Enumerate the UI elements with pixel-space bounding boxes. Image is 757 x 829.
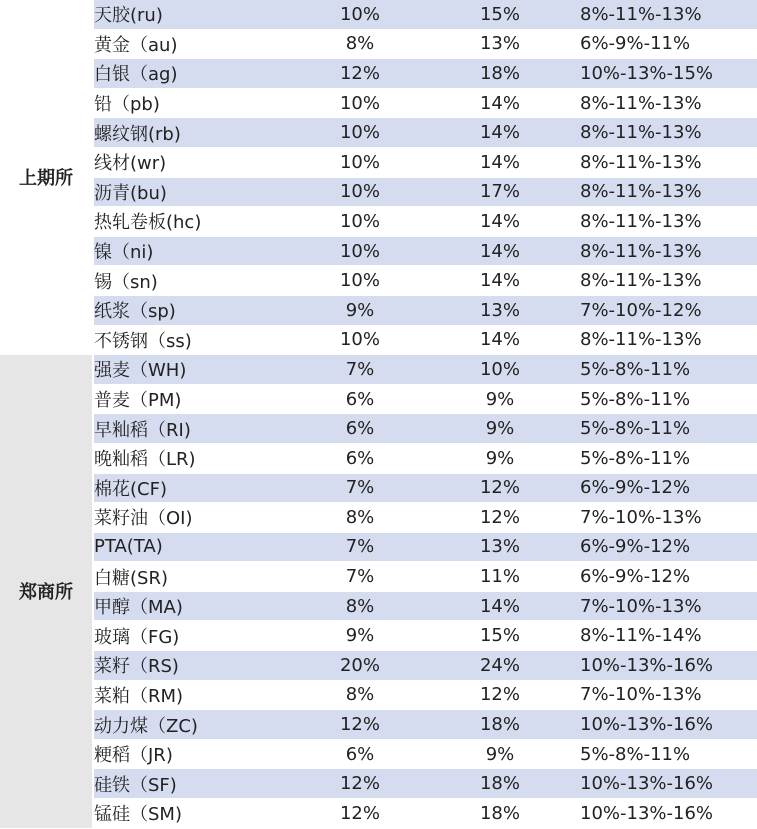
rate-value-b: 14% [420, 88, 580, 118]
tier-range: 5%-8%-11% [580, 414, 757, 444]
product-name: 菜籽油（OI) [93, 503, 300, 533]
rate-value-a: 12% [300, 769, 420, 799]
rate-value-b: 14% [420, 236, 580, 266]
product-name: 动力煤（ZC) [93, 710, 300, 740]
product-name: 螺纹钢(rb) [93, 118, 300, 148]
tier-range: 7%-10%-13% [580, 680, 757, 710]
product-name: 镍（ni) [93, 236, 300, 266]
rate-value-b: 12% [420, 473, 580, 503]
product-name: 白糖(SR) [93, 562, 300, 592]
rate-value-a: 10% [300, 266, 420, 296]
rate-value-b: 24% [420, 651, 580, 681]
rate-value-a: 9% [300, 621, 420, 651]
rate-value-b: 13% [420, 295, 580, 325]
tier-range: 8%-11%-13% [580, 236, 757, 266]
table-row [0, 325, 757, 355]
product-name: 线材(wr) [93, 147, 300, 177]
tier-range: 6%-9%-11% [580, 29, 757, 59]
rate-value-b: 12% [420, 503, 580, 533]
tier-range: 8%-11%-13% [580, 88, 757, 118]
rate-value-b: 18% [420, 799, 580, 829]
rate-value-a: 8% [300, 29, 420, 59]
rate-value-a: 12% [300, 799, 420, 829]
tier-range: 10%-13%-16% [580, 651, 757, 681]
rate-value-b: 9% [420, 739, 580, 769]
rate-value-b: 15% [420, 621, 580, 651]
rate-value-b: 14% [420, 147, 580, 177]
rate-value-a: 8% [300, 680, 420, 710]
rate-value-b: 14% [420, 118, 580, 148]
rate-value-b: 18% [420, 59, 580, 89]
rate-value-a: 6% [300, 414, 420, 444]
tier-range: 6%-9%-12% [580, 562, 757, 592]
product-name: 锡（sn) [93, 266, 300, 296]
tier-range: 8%-11%-13% [580, 177, 757, 207]
table-row [0, 503, 757, 533]
table-row [0, 147, 757, 177]
rate-value-a: 12% [300, 710, 420, 740]
product-name: 菜籽（RS) [93, 651, 300, 681]
rate-value-b: 14% [420, 207, 580, 237]
product-name: 铅（pb) [93, 88, 300, 118]
rate-value-a: 12% [300, 59, 420, 89]
table-row [0, 473, 757, 503]
exchange-label: 郑商所 [0, 355, 93, 829]
product-name: 天胶(ru) [93, 0, 300, 29]
rate-value-a: 6% [300, 739, 420, 769]
table-row [0, 414, 757, 444]
rate-value-b: 15% [420, 0, 580, 29]
rate-value-b: 9% [420, 443, 580, 473]
rate-value-a: 7% [300, 562, 420, 592]
rate-value-a: 6% [300, 384, 420, 414]
table-row [0, 621, 757, 651]
rate-value-a: 10% [300, 0, 420, 29]
product-name: 玻璃（FG) [93, 621, 300, 651]
table-row [0, 532, 757, 562]
rate-value-a: 10% [300, 147, 420, 177]
rate-value-b: 10% [420, 355, 580, 385]
product-name: 白银（ag) [93, 59, 300, 89]
product-name: 甲醇（MA) [93, 591, 300, 621]
rate-value-a: 10% [300, 207, 420, 237]
tier-range: 7%-10%-12% [580, 295, 757, 325]
product-name: 硅铁（SF) [93, 769, 300, 799]
rate-value-b: 14% [420, 325, 580, 355]
rate-value-a: 10% [300, 118, 420, 148]
tier-range: 5%-8%-11% [580, 443, 757, 473]
tier-range: 7%-10%-13% [580, 591, 757, 621]
table-row [0, 88, 757, 118]
product-name: 黄金（au) [93, 29, 300, 59]
table-row [0, 295, 757, 325]
tier-range: 6%-9%-12% [580, 473, 757, 503]
table-row [0, 739, 757, 769]
table-row [0, 680, 757, 710]
tier-range: 8%-11%-13% [580, 147, 757, 177]
rate-value-a: 10% [300, 177, 420, 207]
rate-value-b: 9% [420, 384, 580, 414]
tier-range: 8%-11%-13% [580, 207, 757, 237]
table-row [0, 177, 757, 207]
rate-value-b: 18% [420, 769, 580, 799]
tier-range: 8%-11%-13% [580, 0, 757, 29]
table-row [0, 207, 757, 237]
rate-value-b: 9% [420, 414, 580, 444]
table-row [0, 384, 757, 414]
product-name: 普麦（PM) [93, 384, 300, 414]
table-row [0, 443, 757, 473]
table-row [0, 355, 757, 385]
table-row [0, 266, 757, 296]
rate-value-a: 8% [300, 503, 420, 533]
table-row [0, 0, 757, 29]
table-row [0, 710, 757, 740]
rate-value-a: 10% [300, 236, 420, 266]
tier-range: 8%-11%-13% [580, 325, 757, 355]
table-row [0, 236, 757, 266]
product-name: 沥青(bu) [93, 177, 300, 207]
rate-value-a: 6% [300, 443, 420, 473]
product-name: 粳稻（JR) [93, 739, 300, 769]
rate-value-b: 11% [420, 562, 580, 592]
tier-range: 5%-8%-11% [580, 384, 757, 414]
table-row [0, 59, 757, 89]
product-name: 纸浆（sp) [93, 295, 300, 325]
rate-value-a: 8% [300, 591, 420, 621]
tier-range: 5%-8%-11% [580, 739, 757, 769]
rate-value-b: 13% [420, 29, 580, 59]
product-name: 热轧卷板(hc) [93, 207, 300, 237]
rate-value-b: 17% [420, 177, 580, 207]
product-name: 强麦（WH) [93, 355, 300, 385]
product-name: 晚籼稻（LR) [93, 443, 300, 473]
rate-value-b: 18% [420, 710, 580, 740]
tier-range: 6%-9%-12% [580, 532, 757, 562]
table-row [0, 29, 757, 59]
table-row [0, 118, 757, 148]
tier-range: 10%-13%-16% [580, 769, 757, 799]
rate-value-a: 9% [300, 295, 420, 325]
tier-range: 8%-11%-13% [580, 118, 757, 148]
tier-range: 8%-11%-14% [580, 621, 757, 651]
tier-range: 7%-10%-13% [580, 503, 757, 533]
rate-value-b: 12% [420, 680, 580, 710]
exchange-label: 上期所 [0, 0, 93, 355]
product-name: 不锈钢（ss) [93, 325, 300, 355]
tier-range: 10%-13%-15% [580, 59, 757, 89]
rate-value-a: 10% [300, 88, 420, 118]
table-row [0, 562, 757, 592]
product-name: 菜粕（RM) [93, 680, 300, 710]
product-name: PTA(TA) [93, 532, 300, 562]
rate-value-b: 14% [420, 591, 580, 621]
tier-range: 10%-13%-16% [580, 799, 757, 829]
table-row [0, 769, 757, 799]
table-row [0, 799, 757, 829]
product-name: 早籼稻（RI) [93, 414, 300, 444]
rate-value-a: 7% [300, 355, 420, 385]
product-name: 棉花(CF) [93, 473, 300, 503]
rate-value-a: 10% [300, 325, 420, 355]
rate-value-a: 20% [300, 651, 420, 681]
tier-range: 10%-13%-16% [580, 710, 757, 740]
table-row [0, 651, 757, 681]
rate-value-b: 14% [420, 266, 580, 296]
rate-value-a: 7% [300, 532, 420, 562]
rate-value-b: 13% [420, 532, 580, 562]
rate-value-a: 7% [300, 473, 420, 503]
product-name: 锰硅（SM) [93, 799, 300, 829]
tier-range: 8%-11%-13% [580, 266, 757, 296]
table-row [0, 591, 757, 621]
tier-range: 5%-8%-11% [580, 355, 757, 385]
